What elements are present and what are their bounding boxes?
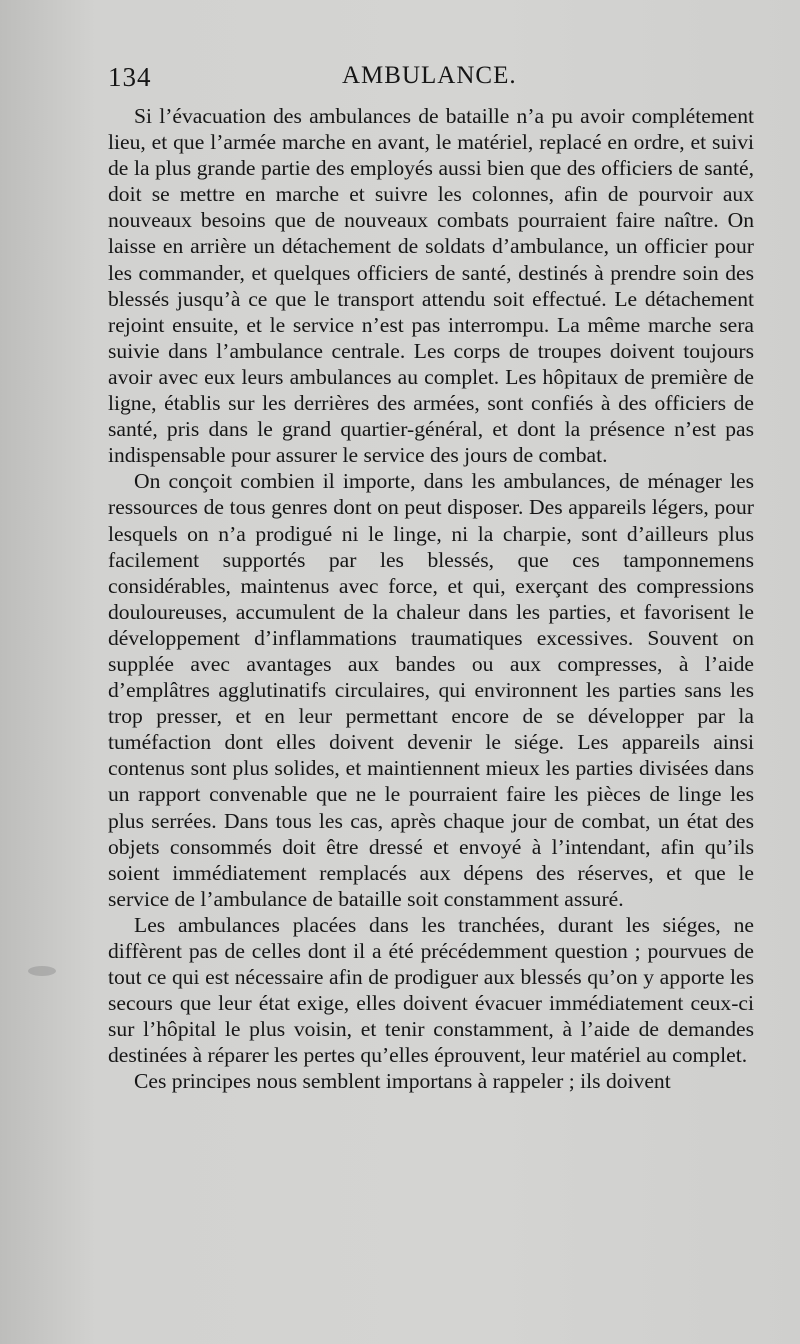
- page-number: 134: [108, 62, 152, 92]
- paragraph: Ces principes nous semblent importans à rappeler ; ils doivent: [134, 1069, 671, 1094]
- page-header: [108, 62, 754, 102]
- running-title: AMBULANCE.: [342, 62, 517, 89]
- body-text: [108, 103, 754, 1095]
- ink-smudge: [28, 966, 56, 976]
- paragraph: On conçoit combien il importe, dans les ambulances, de ménager les ressources de tous genres dont on peut disposer. Des appareils légers, pour lesquels on n’a prodigué ni le linge, ni la charpie, sont d’ailleurs plus facilement supportés par les blessés, que ces tamponnemens considérables, maintenus avec force, et qui, exerçant des compressions douloureuses, accumulent de la chaleur dans les parties, et favorisent le développement d’inflammations traumatiques excessives. Souvent on supplée avec avantages aux bandes ou aux compresses, à l’aide d’emplâtres agglutinatifs circulaires, qui environnent les parties sans les trop presser, et en leur permettant encore de se développer par la tuméfaction dont elles doivent devenir le siége. Les appareils ainsi contenus sont plus solides, et maintiennent mieux les parties divisées dans un rapport convenable que ne le pourraient faire les pièces de linge les plus serrées. Dans tous les cas, après chaque jour de combat, un état des objets consommés doit être dressé et envoyé à l’intendant, afin qu’ils soient immédiatement remplacés aux dépens des réserves, et que le service de l’ambulance de bataille soit constamment assuré.: [108, 469, 754, 911]
- paragraph: Si l’évacuation des ambulances de bataille n’a pu avoir complétement lieu, et que l’armée marche en avant, le matériel, replacé en ordre, et suivi de la plus grande partie des employés aussi bien que des officiers de santé, doit se mettre en marche et suivre les colonnes, afin de pourvoir aux nouveaux besoins que de nouveaux combats pourraient faire naître. On laisse en arrière un détachement de soldats d’ambulance, un officier pour les commander, et quelques officiers de santé, destinés à prendre soin des blessés jusqu’à ce que le transport attendu soit effectué. Le détachement rejoint ensuite, et le service n’est pas interrompu. La même marche sera suivie dans l’ambulance centrale. Les corps de troupes doivent toujours avoir avec eux leurs ambulances au complet. Les hôpitaux de première de ligne, établis sur les derrières des armées, sont confiés à des officiers de santé, pris dans le grand quartier-général, et dont la présence n’est pas indispensable pour assurer le service des jours de combat.: [108, 104, 754, 468]
- paragraph: Les ambulances placées dans les tranchées, durant les siéges, ne diffèrent pas de celles dont il a été précédemment question ; pourvues de tout ce qui est nécessaire afin de prodiguer aux blessés qu’on y apporte les secours que leur état exige, elles doivent évacuer immédiatement ceux-ci sur l’hôpital le plus voisin, et tenir constamment, à l’aide de demandes destinées à réparer les pertes qu’elles éprouvent, leur matériel au complet.: [108, 912, 754, 1068]
